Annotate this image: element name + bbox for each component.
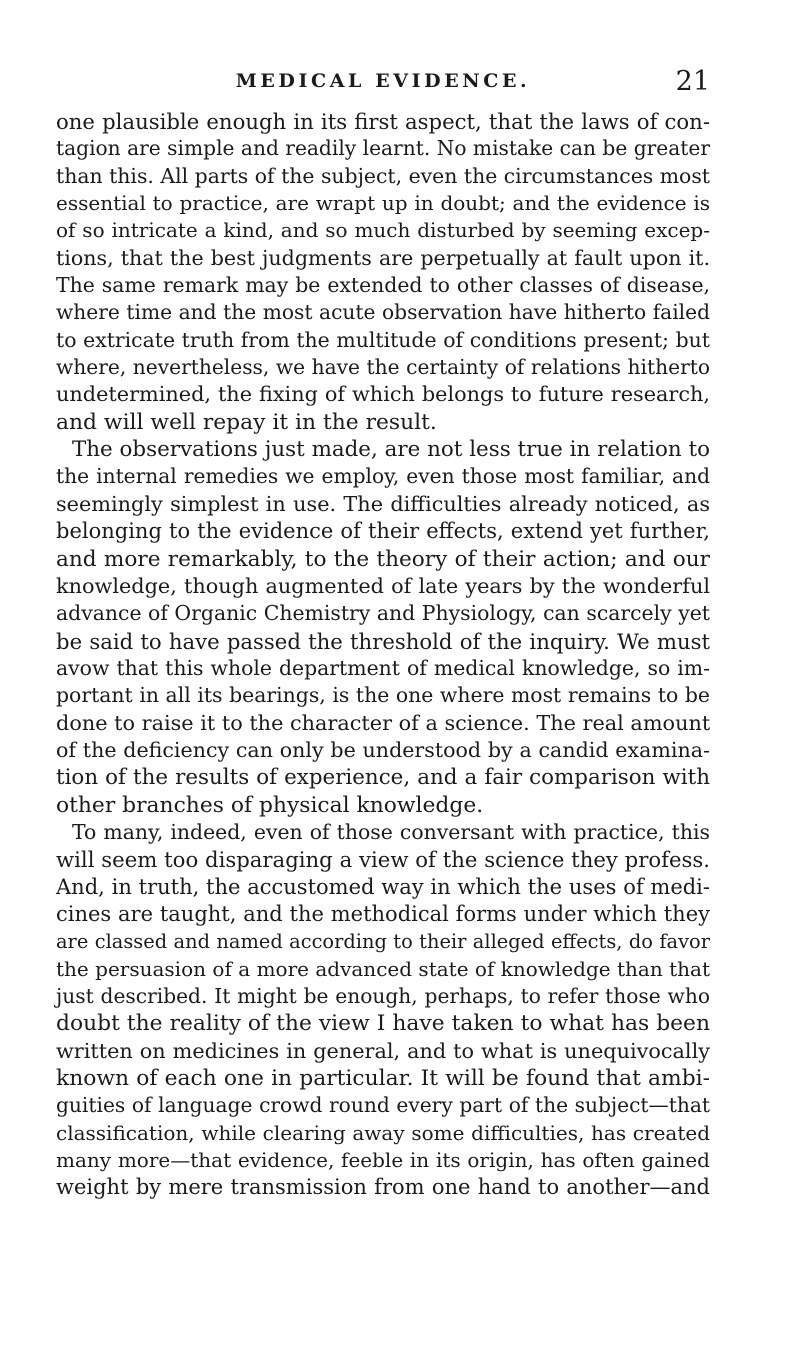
text-line: the persuasion of a more advanced state of knowledge than that xyxy=(56,956,710,981)
text-line: essential to practice, are wrapt up in doubt; and the evidence is xyxy=(56,191,710,216)
text-line: belonging to the evidence of their effects, extend yet further, xyxy=(56,519,710,544)
text-line: guities of language crowd round every part of the subject—that xyxy=(56,1093,710,1118)
text-line: and will well repay it in the result. xyxy=(56,409,437,435)
text-line: The observations just made, are not less true in relation to xyxy=(72,437,710,463)
text-line: are classed and named according to their alleged effects, do favor xyxy=(56,930,710,954)
text-line: of so intricate a kind, and so much disturbed by seeming excep- xyxy=(56,218,710,243)
text-line: of the deficiency can only be understood by a candid examina- xyxy=(56,737,710,762)
text-line: the internal remedies we employ, even those most familiar, and xyxy=(56,464,710,489)
text-line: be said to have passed the threshold of the inquiry. We must xyxy=(56,628,710,654)
text-line: tagion are simple and readily learnt. No mistake can be greater xyxy=(56,136,710,161)
text-line: avow that this whole department of medical knowledge, so im- xyxy=(56,655,710,680)
text-line: other branches of physical knowledge. xyxy=(56,792,484,818)
text-line: To many, indeed, even of those conversant with practice, this xyxy=(72,819,710,844)
text-line: many more—that evidence, feeble in its origin, has often gained xyxy=(56,1148,710,1173)
text-line: to extricate truth from the multitude of conditions present; but xyxy=(56,327,710,352)
text-line: tion of the results of experience, and a fair comparison with xyxy=(56,765,710,791)
text-line: done to raise it to the character of a science. The real amount xyxy=(56,710,711,735)
text-line: where, nevertheless, we have the certainty of relations hitherto xyxy=(56,355,710,380)
page-number: 21 xyxy=(675,66,710,97)
text-line: seemingly simplest in use. The difficulties already noticed, as xyxy=(56,491,710,516)
text-line: where time and the most acute observation have hitherto failed xyxy=(56,300,710,325)
text-line: will seem too disparaging a view of the science they profess. xyxy=(56,847,710,873)
text-line: known of each one in particular. It will be found that ambi- xyxy=(56,1066,710,1092)
text-line: than this. All parts of the subject, even the circumstances most xyxy=(56,163,710,188)
text-line: just described. It might be enough, perhaps, to refer those who xyxy=(56,984,710,1008)
text-line: portant in all its bearings, is the one where most remains to be xyxy=(56,683,710,708)
text-line: advance of Organic Chemistry and Physiology, can scarcely yet xyxy=(56,601,710,626)
text-line: one plausible enough in its first aspect, that the laws of con- xyxy=(56,109,710,134)
text-line: doubt the reality of the view I have taken to what has been xyxy=(56,1011,710,1037)
text-line: and more remarkably, to the theory of their action; and our xyxy=(56,546,710,572)
text-line: written on medicines in general, and to what is unequivocally xyxy=(56,1038,710,1063)
body-text xyxy=(56,108,710,1202)
text-line: knowledge, though augmented of late years by the wonderful xyxy=(56,573,710,598)
text-line: The same remark may be extended to other classes of disease, xyxy=(56,273,710,298)
text-line: tions, that the best judgments are perpetually at fault upon it. xyxy=(56,245,710,270)
text-line: classification, while clearing away some difficulties, has created xyxy=(56,1120,710,1145)
running-head xyxy=(56,68,710,100)
paragraph xyxy=(56,436,710,819)
paragraph xyxy=(56,819,710,1202)
text-line: weight by mere transmission from one hand to another—and xyxy=(56,1175,710,1200)
text-line: cines are taught, and the methodical forms under which they xyxy=(56,901,710,926)
text-line: undetermined, the fixing of which belongs to future research, xyxy=(56,382,710,407)
text-line: And, in truth, the accustomed way in which the uses of medi- xyxy=(56,874,710,899)
running-title: MEDICAL EVIDENCE. xyxy=(235,70,531,92)
paragraph xyxy=(56,108,710,436)
